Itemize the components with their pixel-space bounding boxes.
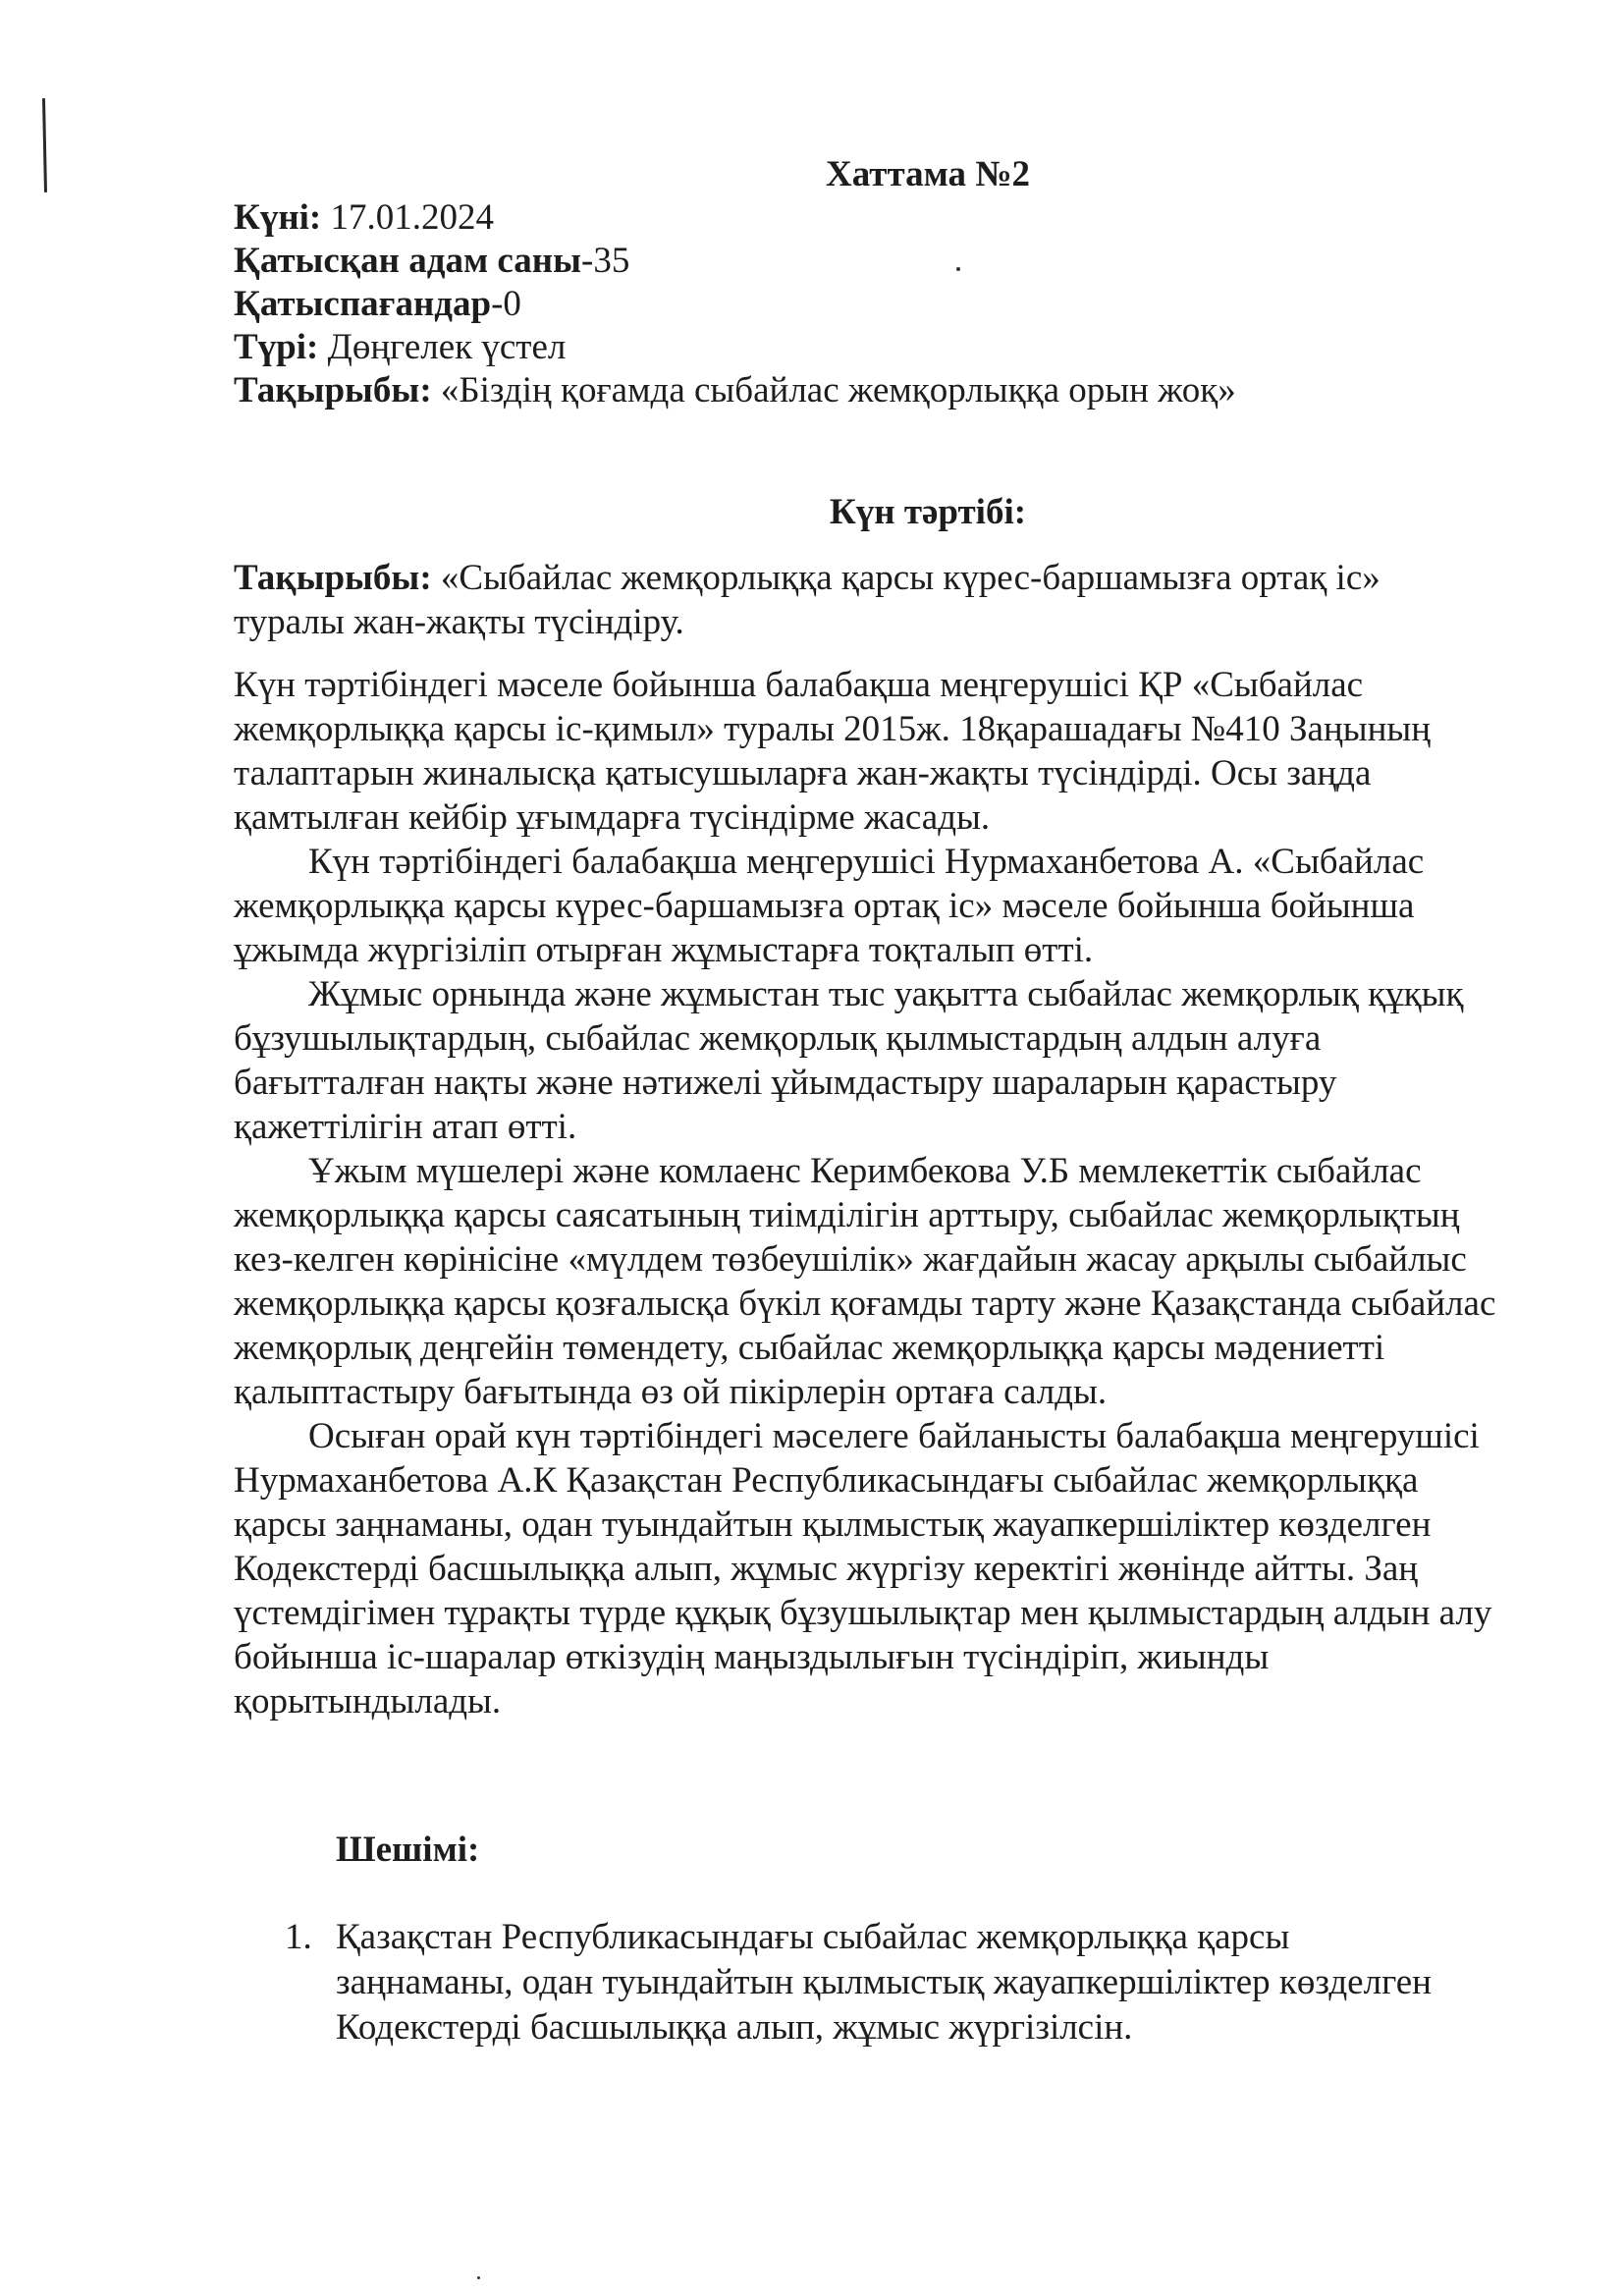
attendees-label: Қатысқан адам саны	[234, 241, 581, 281]
paragraph: Осыған орай күн тәртібіндегі мәселеге байланысты балабақша меңгерушісі Нурмаханбетова А.К Қазақстан Республикасындағы сыбайлас жемқорлыққа қарсы заңнаманы, одан туындайтын қылмыстық жауапкершіліктер көзделген Кодекстерді басшылыққа алып, жұмыс жүргізу керектігі жөнінде айтты. Заң үстемдігімен тұрақты түрде құқық бұзушылықтар мен қылмыстардың алдын алу бойынша іс-шаралар өткізудің маңыздылығын түсіндіріп, жиынды қорытындылады.	[234, 1416, 1492, 1722]
meta-attendees-row	[234, 240, 1236, 283]
attendees-value: -35	[581, 241, 630, 281]
meta-type-row	[234, 326, 1236, 369]
type-label: Түрі:	[234, 327, 319, 367]
absent-label: Қатыспағандар	[234, 284, 492, 324]
paragraph: Ұжым мүшелері және комлаенс Керимбекова У.Б мемлекеттік сыбайлас жемқорлыққа қарсы саясатының тиімділігін арттыру, сыбайлас жемқорлықтың кез-келген көрінісіне «мүлдем төзбеушілік» жағдайын жасау арқылы сыбайлыс жемқорлыққа қарсы қозғалысқа бүкіл қоғамды тарту және Қазақстанда сыбайлас жемқорлық деңгейін төмендету, сыбайлас жемқорлыққа қарсы мәдениетті қалыптастыру бағытында өз ой пікірлерін ортаға салды.	[234, 1151, 1496, 1412]
meta-date-row	[234, 196, 1236, 240]
meta-block	[234, 196, 1236, 412]
date-value: 17.01.2024	[330, 197, 494, 238]
document-title: Хаттама №2	[826, 154, 1030, 194]
type-value: Дөңгелек үстел	[327, 327, 567, 367]
agenda-topic	[234, 556, 1481, 644]
paragraph: Күн тәртібіндегі балабақша меңгерушісі Нурмаханбетова А. «Сыбайлас жемқорлыққа қарсы күрес-баршамызға ортақ іс» мәселе бойынша бойынша ұжымда жүргізіліп отырған жұмыстарға тоқталып өтті.	[234, 842, 1425, 970]
topic-label: Тақырыбы:	[234, 370, 432, 410]
agenda-topic-value: «Сыбайлас жемқорлыққа қарсы күрес-баршамызға ортақ іс» туралы жан-жақты түсіндіру.	[234, 558, 1380, 642]
scan-margin-mark	[42, 98, 47, 192]
topic-value: «Біздің қоғамда сыбайлас жемқорлыққа орын жоқ»	[440, 370, 1236, 410]
decision-item-number: 1.	[285, 1917, 312, 1957]
paragraph: Жұмыс орнында және жұмыстан тыс уақытта сыбайлас жемқорлық құқық бұзушылықтардың, сыбайлас жемқорлық қылмыстардың алдын алуға бағытталған нақты және нәтижелі ұйымдастыру шараларын қарастыру қажеттілігін атап өтті.	[234, 974, 1464, 1147]
meta-topic-row	[234, 369, 1236, 412]
minutes-body	[234, 663, 1500, 1723]
agenda-topic-label: Тақырыбы:	[234, 558, 432, 598]
decision-list-item	[285, 1915, 1463, 2050]
absent-value: -0	[491, 284, 521, 324]
date-label: Күні:	[234, 197, 322, 238]
agenda-heading: Күн тәртібі:	[829, 492, 1027, 532]
decision-heading: Шешімі:	[336, 1830, 480, 1870]
meta-absent-row	[234, 283, 1236, 326]
paragraph: Күн тәртібіндегі мәселе бойынша балабақша меңгерушісі ҚР «Сыбайлас жемқорлыққа қарсы іс-қимыл» туралы 2015ж. 18қарашадағы №410 Заңының талаптарын жиналысқа қатысушыларға жан-жақты түсіндірді. Осы заңда қамтылған кейбір ұғымдарға түсіндірме жасады.	[234, 665, 1432, 838]
decision-item-text: Қазақстан Республикасындағы сыбайлас жемқорлыққа қарсы заңнаманы, одан туындайтын қылмыстық жауапкершіліктер көзделген Кодекстерді басшылыққа алып, жұмыс жүргізілсін.	[336, 1917, 1432, 2048]
scan-speck	[477, 2276, 480, 2279]
